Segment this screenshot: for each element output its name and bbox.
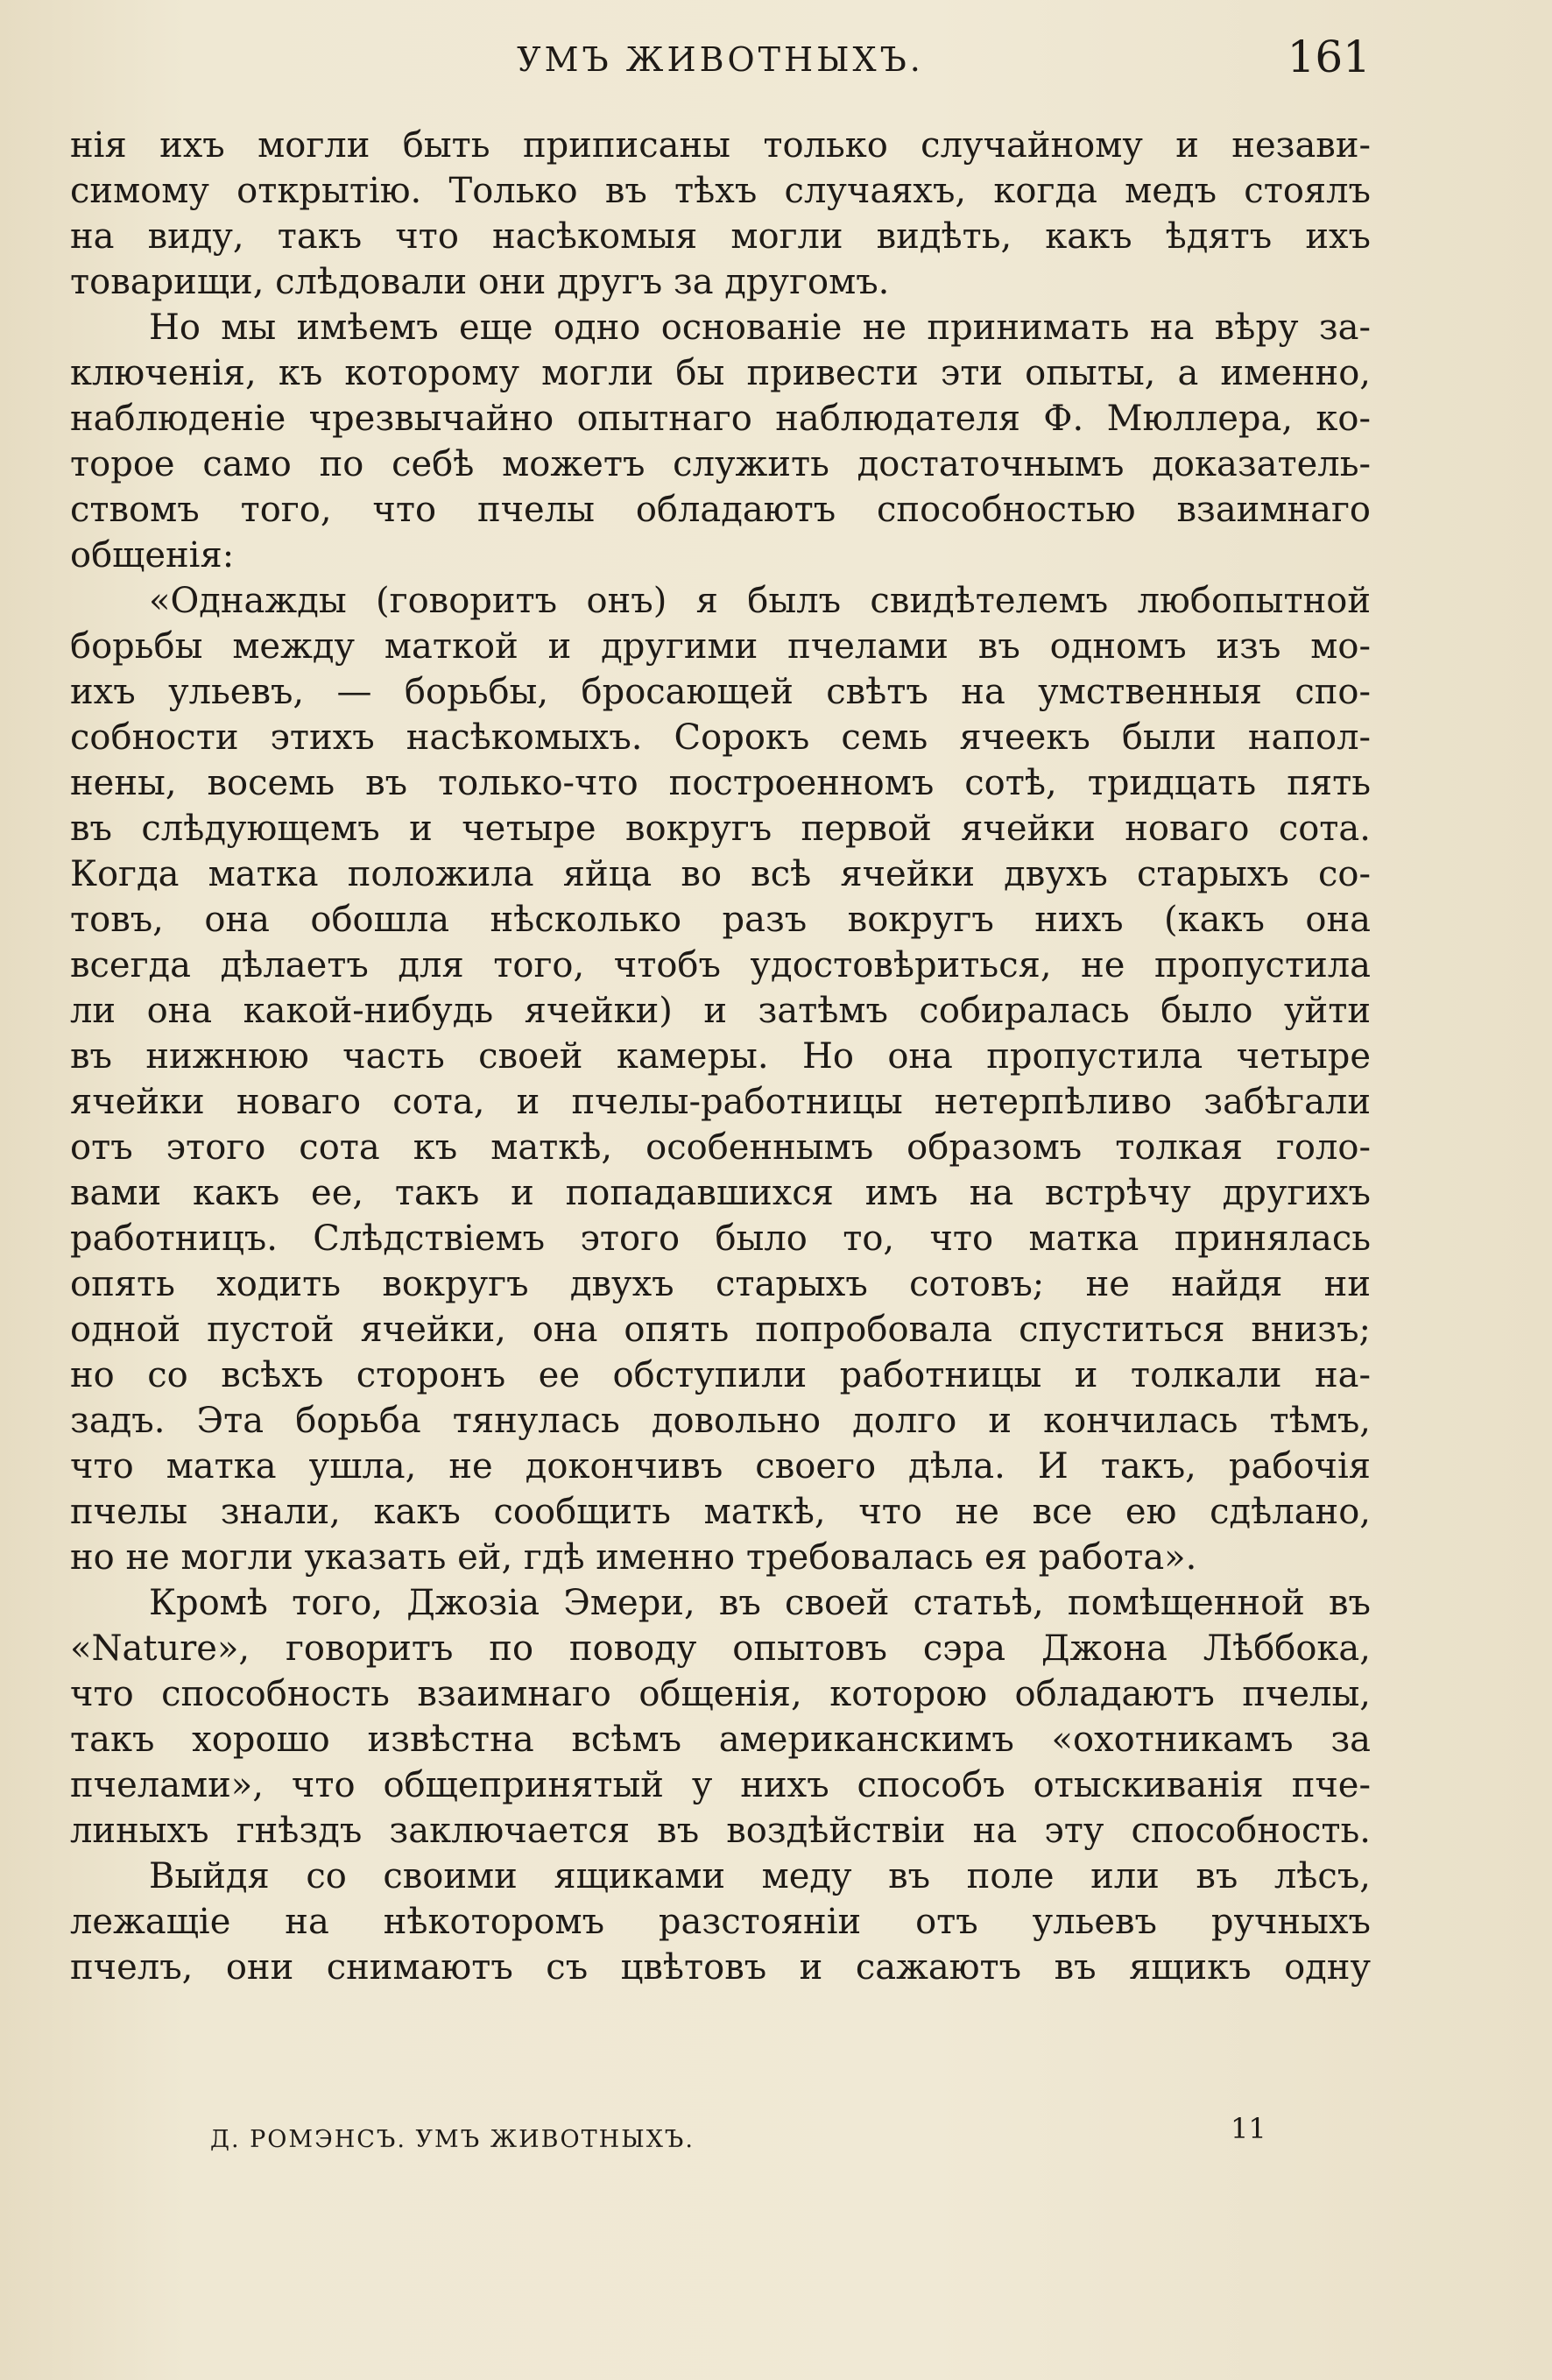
text-line: въ нижнюю часть своей камеры. Но она пропустила четыре	[70, 1036, 1371, 1077]
text-line: борьбы между маткой и другими пчелами въ одномъ изъ мо-	[70, 626, 1371, 667]
page-number: 161	[1287, 32, 1371, 82]
text-line: нены, восемь въ только-что построенномъ сотѣ, тридцать пять	[70, 763, 1371, 803]
text-line: торое само по себѣ можетъ служить достаточнымъ доказатель-	[70, 444, 1371, 484]
text-line: наблюденіе чрезвычайно опытнаго наблюдателя Ф. Мюллера, ко-	[70, 399, 1371, 439]
text-line: одной пустой ячейки, она опять попробовала спуститься внизъ;	[70, 1310, 1371, 1350]
text-line: нія ихъ могли быть приписаны только случайному и незави-	[70, 125, 1371, 166]
text-line: на виду, такъ что насѣкомыя могли видѣть, какъ ѣдятъ ихъ	[70, 216, 1371, 257]
text-line: пчелъ, они снимаютъ съ цвѣтовъ и сажаютъ въ ящикъ одну	[70, 1947, 1371, 1988]
text-line: ихъ ульевъ, — борьбы, бросающей свѣтъ на умственныя спо-	[70, 672, 1371, 712]
text-line: товарищи, слѣдовали они другъ за другомъ.	[70, 262, 890, 302]
text-line: въ слѣдующемъ и четыре вокругъ первой ячейки новаго сота.	[70, 809, 1371, 849]
text-line: лежащіе на нѣкоторомъ разстояніи отъ ульевъ ручныхъ	[70, 1902, 1371, 1942]
paragraph-first-line: Кромѣ того, Джозіа Эмери, въ своей статьѣ, помѣщенной въ	[149, 1583, 1371, 1623]
printer-signature: Д. РОМЭНСЪ. УМЪ ЖИВОТНЫХЪ.	[210, 2126, 695, 2153]
text-line: общенія:	[70, 535, 235, 576]
page-footer	[70, 2107, 1371, 2159]
page-header	[70, 32, 1371, 93]
text-line: пчелы знали, какъ сообщить маткѣ, что не все ею сдѣлано,	[70, 1492, 1371, 1532]
text-line: товъ, она обошла нѣсколько разъ вокругъ нихъ (какъ она	[70, 900, 1371, 940]
text-line: симому открытію. Только въ тѣхъ случаяхъ, когда медъ стоялъ	[70, 171, 1371, 211]
text-line: линыхъ гнѣздъ заключается въ воздѣйствіи на эту способность.	[70, 1811, 1371, 1851]
running-head: УМЪ ЖИВОТНЫХЪ.	[517, 40, 924, 79]
paragraph-first-line: Но мы имѣемъ еще одно основаніе не принимать на вѣру за-	[149, 307, 1371, 348]
text-line: задъ. Эта борьба тянулась довольно долго и кончилась тѣмъ,	[70, 1401, 1371, 1441]
text-line: отъ этого сота къ маткѣ, особеннымъ образомъ толкая голо-	[70, 1127, 1371, 1168]
text-line: ключенія, къ которому могли бы привести эти опыты, а именно,	[70, 353, 1371, 393]
text-line: но со всѣхъ сторонъ ее обступили работницы и толкали на-	[70, 1355, 1371, 1395]
text-line: вами какъ ее, такъ и попадавшихся имъ на встрѣчу другихъ	[70, 1173, 1371, 1213]
text-line: что способность взаимнаго общенія, которою обладаютъ пчелы,	[70, 1674, 1371, 1714]
body-text	[70, 123, 1371, 1990]
sheet-number: 11	[1231, 2112, 1266, 2145]
text-line: но не могли указать ей, гдѣ именно требовалась ея работа».	[70, 1537, 1197, 1578]
paragraph-first-line: «Однажды (говоритъ онъ) я былъ свидѣтелемъ любопытной	[149, 581, 1371, 621]
text-line: всегда дѣлаетъ для того, чтобъ удостовѣриться, не пропустила	[70, 945, 1371, 985]
text-line: ли она какой-нибудь ячейки) и затѣмъ собиралась было уйти	[70, 991, 1371, 1031]
paragraph-first-line: Выйдя со своими ящиками меду въ поле или въ лѣсъ,	[149, 1856, 1371, 1896]
text-line: работницъ. Слѣдствіемъ этого было то, что матка принялась	[70, 1218, 1371, 1259]
text-line: пчелами», что общепринятый у нихъ способъ отыскиванія пче-	[70, 1765, 1371, 1805]
text-line: такъ хорошо извѣстна всѣмъ американскимъ «охотникамъ за	[70, 1720, 1371, 1760]
text-line: Когда матка положила яйца во всѣ ячейки двухъ старыхъ со-	[70, 854, 1371, 894]
text-line: ствомъ того, что пчелы обладаютъ способностью взаимнаго	[70, 490, 1371, 530]
text-line: что матка ушла, не докончивъ своего дѣла. И такъ, рабочія	[70, 1446, 1371, 1487]
text-line: опять ходить вокругъ двухъ старыхъ сотовъ; не найдя ни	[70, 1264, 1371, 1304]
text-line: ячейки новаго сота, и пчелы-работницы нетерпѣливо забѣгали	[70, 1082, 1371, 1122]
text-line: «Nature», говоритъ по поводу опытовъ сэра Джона Лѣббока,	[70, 1628, 1371, 1669]
text-line: собности этихъ насѣкомыхъ. Сорокъ семь ячеекъ были напол-	[70, 717, 1371, 758]
